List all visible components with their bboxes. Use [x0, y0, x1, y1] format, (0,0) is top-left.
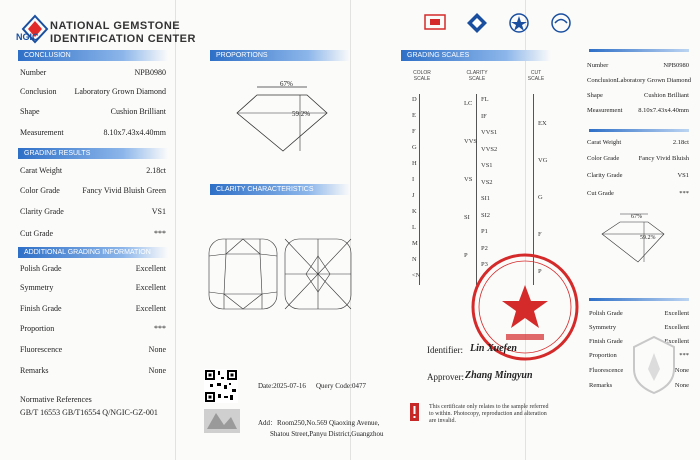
- summary-row-conclusion: Conclusion Laboratory Grown Diamond: [587, 77, 691, 84]
- row-shape: Shape Cushion Brilliant: [20, 107, 166, 116]
- color-grade-4: H: [412, 160, 417, 167]
- cnas-logo-icon: [550, 12, 572, 34]
- row-color-grade: Color Grade Fancy Vivid Bluish Green: [20, 186, 166, 195]
- clarity-grade-0: FL: [481, 96, 489, 103]
- logo-abbreviation: NGIC: [16, 32, 39, 42]
- color-grade-7: K: [412, 208, 417, 215]
- row-number: Number NPB0980: [20, 68, 166, 77]
- clarity-grade-7: SI2: [481, 211, 491, 219]
- section-bar-additional-info: ADDITIONAL GRADING INFORMATION: [18, 247, 168, 258]
- clarity-grade-1: IF: [481, 112, 487, 120]
- color-scale-axis: [419, 94, 420, 285]
- identifier-label: Identifier:: [427, 345, 463, 355]
- color-grade-5: I: [412, 176, 415, 183]
- summary-accent-bar: [589, 129, 689, 132]
- proportion-diagram: [215, 75, 340, 160]
- row-proportion: Proportion ***: [20, 324, 166, 333]
- summary-row-measurement: Measurement 8.10x7.43x4.40mm: [587, 107, 689, 114]
- row-measurement: Measurement 8.10x7.43x4.40mm: [20, 128, 166, 137]
- cut-grade-1: VG: [538, 157, 548, 164]
- summary-row-finish: Finish Grade Excellent: [589, 338, 689, 345]
- fold-line: [175, 0, 176, 460]
- cut-grade-3: F: [538, 231, 542, 238]
- summary-depth-percent: 59.2%: [640, 235, 656, 241]
- cut-scale-header: CUT SCALE: [527, 70, 545, 82]
- row-conclusion: Conclusion Laboratory Grown Diamond: [20, 87, 166, 96]
- fold-line: [525, 0, 526, 460]
- cut-grade-4: P: [538, 268, 542, 275]
- approver-signature: Zhang Mingyun: [465, 370, 533, 381]
- clarity-grade-9: P2: [481, 244, 488, 252]
- warning-icon: [410, 403, 419, 421]
- summary-row-symmetry: Symmetry Excellent: [589, 324, 689, 331]
- cut-grade-2: G: [538, 194, 543, 201]
- certificate-notice: This certificate only relates to the sample referred to within. Photocopy, reproduction and alteration are invalid.: [429, 404, 549, 424]
- section-bar-grading-results: GRADING RESULTS: [18, 148, 168, 159]
- row-remarks: Remarks None: [20, 366, 166, 375]
- section-bar-grading-scales: GRADING SCALES: [401, 50, 551, 61]
- accreditation-logos: [424, 12, 572, 34]
- summary-accent-bar: [589, 49, 689, 52]
- address-line-2: Shatou Street,Panyu District,Guangzhou: [270, 430, 384, 438]
- references-codes: GB/T 16553 GB/T16554 Q/NGIC-GZ-001: [20, 408, 158, 417]
- summary-row-clarity-grade: Clarity Grade VS1: [587, 172, 689, 179]
- clarity-group-0: LC: [464, 100, 473, 107]
- color-grade-8: L: [412, 224, 416, 231]
- row-polish-grade: Polish Grade Excellent: [20, 264, 166, 273]
- ilac-logo-icon: [508, 12, 530, 34]
- address-line-1: Add：Room250,No.569 Qiaoxing Avenue,: [258, 419, 380, 427]
- summary-row-color-grade: Color Grade Fancy Vivid Bluish: [587, 155, 689, 162]
- clarity-grade-5: VS2: [481, 178, 493, 186]
- color-scale-header: COLOR SCALE: [413, 70, 431, 82]
- summary-table-percent: 67%: [631, 214, 642, 220]
- summary-row-carat-weight: Carat Weight 2.18ct: [587, 139, 689, 146]
- security-hologram-icon: [204, 409, 240, 433]
- summary-row-remarks: Remarks None: [589, 382, 689, 389]
- quality-diamond-logo-icon: [466, 12, 488, 34]
- normative-references: [20, 393, 158, 419]
- issue-date: Date:2025-07-16: [258, 382, 306, 390]
- summary-row-fluorescence: Fluorescence None: [589, 367, 689, 374]
- org-name-line-2: IDENTIFICATION CENTER: [50, 33, 196, 45]
- color-grade-9: M: [412, 240, 418, 247]
- row-symmetry: Symmetry Excellent: [20, 283, 166, 292]
- color-grade-10: N: [412, 256, 417, 263]
- fold-line: [350, 0, 351, 460]
- seal-star-icon: [502, 285, 548, 328]
- summary-row-cut-grade: Cut Grade ***: [587, 190, 689, 197]
- clarity-group-1: VVS: [464, 138, 478, 145]
- clarity-group-2: VS: [464, 176, 473, 183]
- crown-view-drawing: [209, 239, 277, 309]
- color-grade-11: <N: [412, 272, 421, 279]
- color-grade-1: E: [412, 112, 416, 119]
- clarity-grade-2: VVS1: [481, 129, 498, 136]
- summary-row-polish: Polish Grade Excellent: [589, 310, 689, 317]
- color-grade-3: G: [412, 144, 417, 151]
- identifier-signature: Lin Xuefen: [470, 343, 517, 354]
- row-fluorescence: Fluorescence None: [20, 345, 166, 354]
- section-bar-conclusion: CONCLUSION: [18, 50, 168, 61]
- clarity-scale-header: CLARITY SCALE: [466, 70, 488, 82]
- color-grade-2: F: [412, 128, 416, 135]
- qr-code: [204, 369, 238, 403]
- cut-grade-0: EX: [538, 120, 547, 127]
- summary-row-proportion: Proportion ***: [589, 352, 689, 359]
- pavilion-view-drawing: [285, 239, 351, 309]
- clarity-group-4: P: [464, 252, 468, 259]
- table-percent: 67%: [280, 80, 293, 88]
- clarity-grade-4: VS1: [481, 162, 493, 169]
- row-cut-grade: Cut Grade ***: [20, 229, 166, 238]
- org-name-line-1: NATIONAL GEMSTONE: [50, 20, 181, 32]
- row-clarity-grade: Clarity Grade VS1: [20, 207, 166, 216]
- references-title: Normative References: [20, 395, 92, 404]
- color-grade-6: J: [412, 192, 415, 199]
- approver-label: Approver:: [427, 372, 464, 382]
- section-bar-clarity-characteristics: CLARITY CHARACTERISTICS: [210, 184, 350, 195]
- summary-row-shape: Shape Cushion Brilliant: [587, 92, 689, 99]
- diamond-profile-outline: [237, 95, 327, 151]
- depth-percent: 59.2%: [292, 110, 311, 118]
- row-carat-weight: Carat Weight 2.18ct: [20, 166, 166, 175]
- summary-row-number: Number NPB0980: [587, 62, 689, 69]
- clarity-grade-8: P1: [481, 228, 488, 235]
- watermark-emblem: [630, 335, 678, 395]
- summary-accent-bar: [589, 298, 689, 301]
- section-bar-proportions: PROPORTIONS: [210, 50, 350, 61]
- clarity-grade-6: SI1: [481, 195, 491, 202]
- clarity-plot-diagram: [206, 236, 354, 312]
- clarity-group-3: SI: [464, 214, 470, 221]
- query-code: Query Code:0477: [316, 382, 366, 390]
- row-finish-grade: Finish Grade Excellent: [20, 304, 166, 313]
- clarity-grade-10: P3: [481, 261, 488, 268]
- clarity-grade-3: VVS2: [481, 145, 498, 153]
- color-grade-0: D: [412, 96, 417, 103]
- cma-logo-icon: [424, 12, 446, 34]
